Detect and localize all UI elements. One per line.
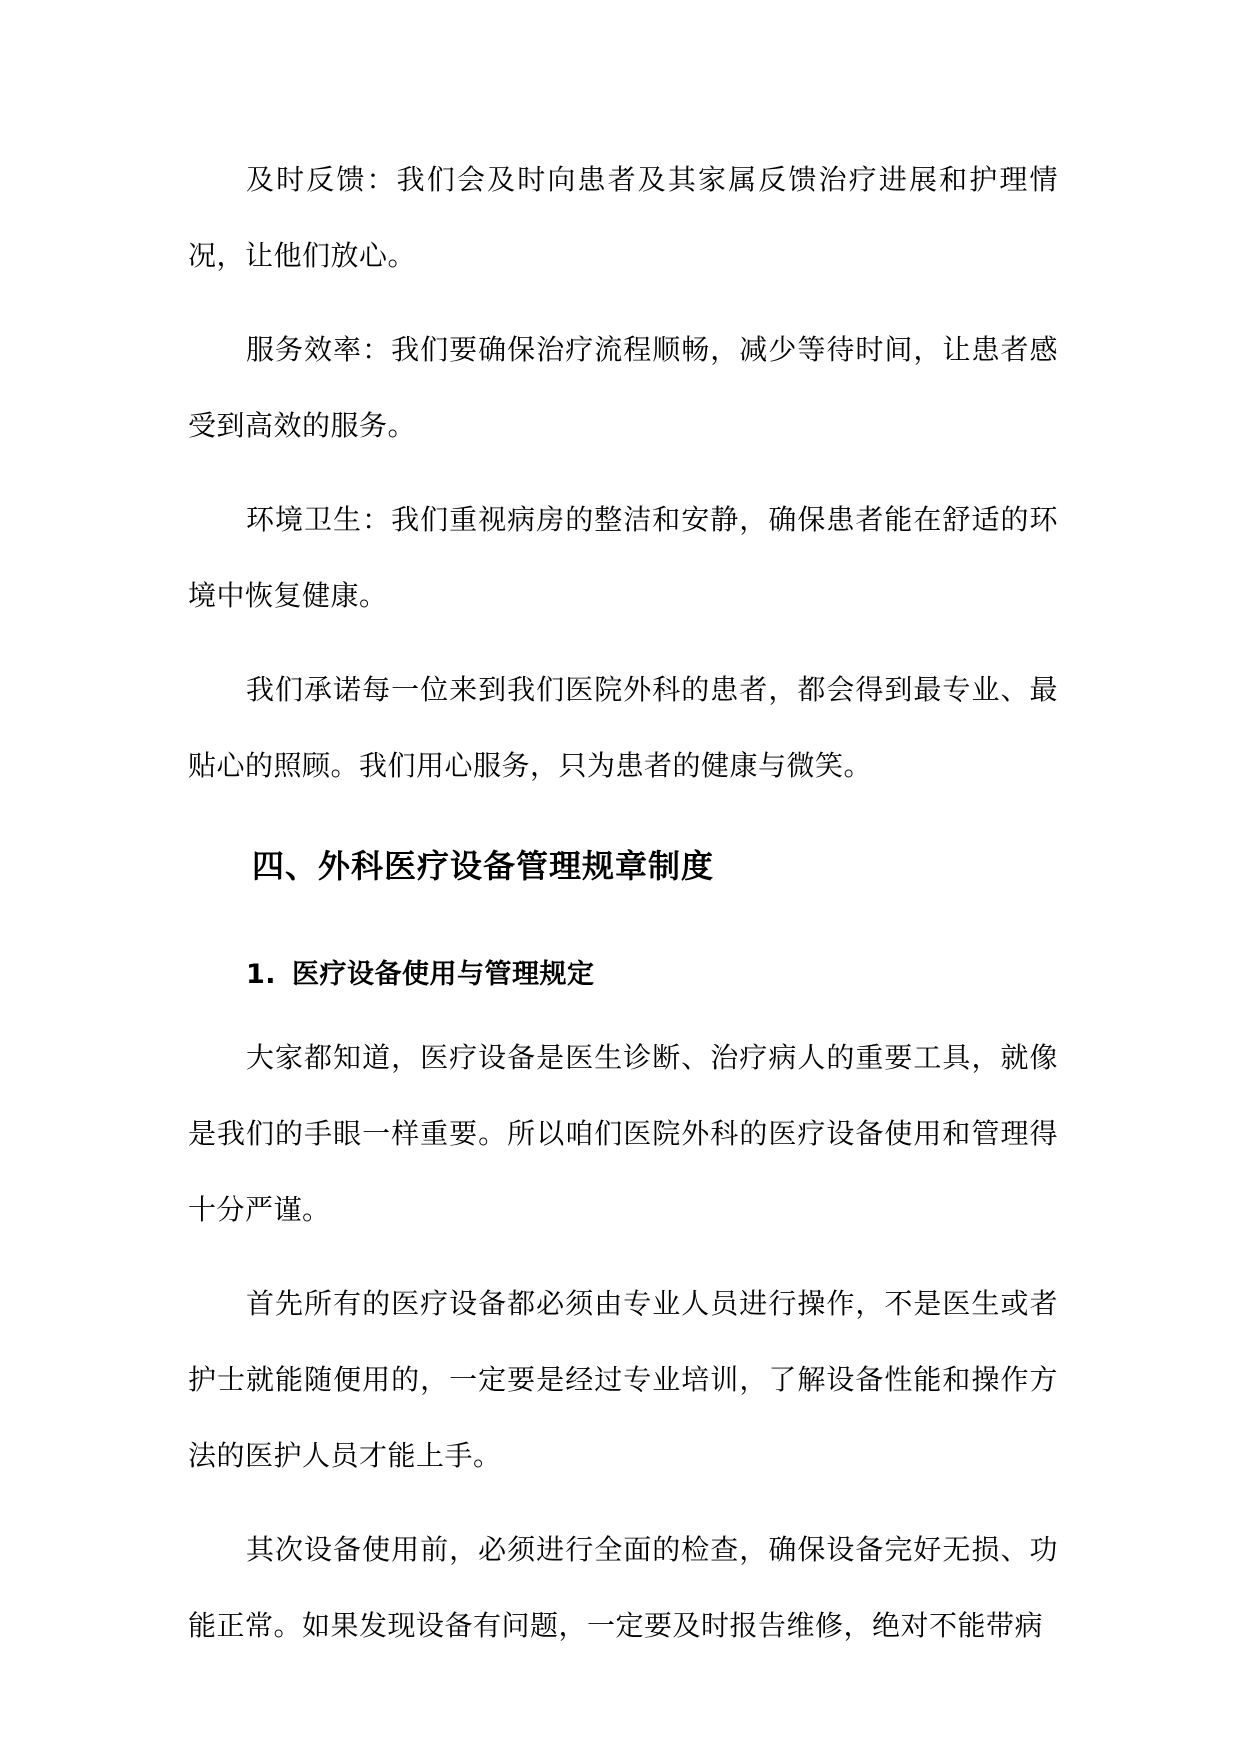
paragraph-commitment: 我们承诺每一位来到我们医院外科的患者，都会得到最专业、最贴心的照顾。我们用心服务，只为患者的健康与微笑。 [188,673,1058,782]
paragraph-service-efficiency: 服务效率：我们要确保治疗流程顺畅，减少等待时间，让患者感受到高效的服务。 [188,333,1058,442]
paragraph-operator-requirement: 首先所有的医疗设备都必须由专业人员进行操作，不是医生或者护士就能随便用的，一定要是经过专业培训，了解设备性能和操作方法的医护人员才能上手。 [188,1287,1058,1472]
sub-heading [188,944,1058,1006]
paragraph-environment-hygiene: 环境卫生：我们重视病房的整洁和安静，确保患者能在舒适的环境中恢复健康。 [188,503,1058,612]
paragraph-pre-use-inspection: 其次设备使用前，必须进行全面的检查，确保设备完好无损、功能正常。如果发现设备有问题，一定要及时报告维修，绝对不能带病 [188,1533,1058,1642]
sub-heading-number: 1. [246,959,277,990]
sub-heading-title: 医疗设备使用与管理规定 [292,959,595,990]
section-heading: 四、外科医疗设备管理规章制度 [252,847,715,885]
document-body [188,142,1058,1682]
paragraph-timely-feedback: 及时反馈：我们会及时向患者及其家属反馈治疗进展和护理情况，让他们放心。 [188,163,1058,272]
paragraph-equipment-importance: 大家都知道，医疗设备是医生诊断、治疗病人的重要工具，就像是我们的手眼一样重要。所以咱们医院外科的医疗设备使用和管理得十分严谨。 [188,1041,1058,1226]
